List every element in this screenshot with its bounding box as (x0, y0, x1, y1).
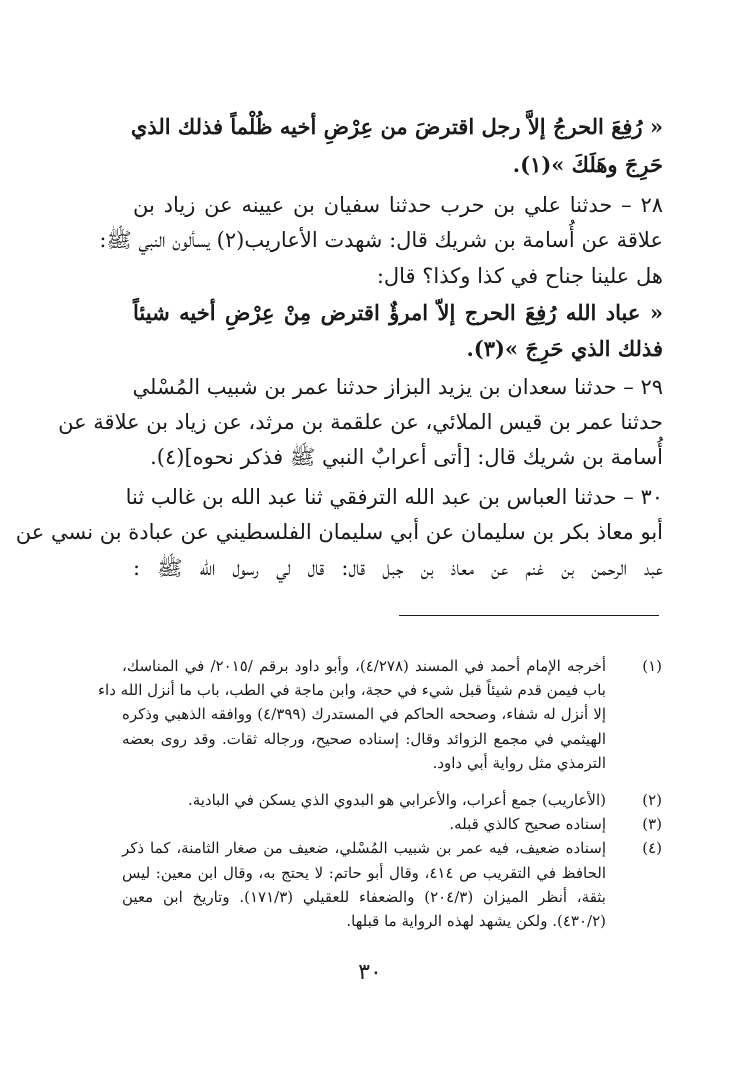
footnote-line: باب فيمن قدم شيئاً قبل شيء في حجة، وابن ماجة في الطب، باب ما أنزل الله داء (97, 681, 606, 699)
footnote-line: (٤٣٠/٢). ولكن يشهد لهذه الرواية ما قبلها. (346, 912, 606, 930)
body-line: فذلك الذي حَرِجَ »(٣). (466, 336, 663, 361)
body-line: حَرِجَ وهَلَكَ »(١). (512, 152, 663, 177)
body-line: ٢٩ – حدثنا سعدان بن يزيد البزاز حدثنا عمر بن شبيب المُسْلي (132, 375, 663, 399)
footnote-line: بثقة، أنظر الميزان (٢٠٤/٣) والضعفاء للعقيلي (١٧١/٣). وتاريخ ابن معين (122, 888, 606, 906)
body-line: هل علينا جناح في كذا وكذا؟ قال: (376, 264, 663, 288)
footnote-number: (١) (642, 657, 662, 675)
footnote-number: (٢) (642, 791, 662, 809)
footnote-line: إسناده ضعيف، فيه عمر بن شبيب المُسْلي، ضعيف من صغار الثامنة، كما ذكر (122, 839, 606, 857)
body-line: علاقة عن أُسامة بن شريك قال: شهدت الأعاريب(٢) يسألون النبي ﷺ: (99, 228, 663, 252)
body-line: ٢٨ – حدثنا علي بن حرب حدثنا سفيان بن عيينه عن زياد بن (133, 193, 663, 217)
footnote-line: إلا أنزل له شفاء، وصححه الحاكم في المستدرك (٤/٣٩٩) ووافقه الذهبي وذكره (122, 705, 606, 723)
footnote-line: إسناده صحيح كالذي قبله. (449, 815, 606, 833)
page-number: ٣٠ (358, 960, 382, 985)
footnote-line: أخرجه الإمام أحمد في المسند (٤/٢٧٨)، وأبو داود برقم /٢٠١٥/ في المناسك، (122, 657, 607, 675)
body-line: أبو معاذ بكر بن سليمان عن أبي سليمان الفلسطيني عن عبادة بن نسي عن (15, 520, 663, 544)
footnote-line: الهيثمي في مجمع الزوائد وقال: إسناده صحيح، ورجاله ثقات. وقد روى بعضه (122, 730, 606, 748)
footnote-separator (399, 615, 659, 616)
footnote-line: (الأعاريب) جمع أعراب، والأعرابي هو البدوي الذي يسكن في البادية. (187, 791, 606, 809)
footnote-number: (٣) (642, 815, 662, 833)
body-line: أُسامة بن شريك قال: [أتى أعرابٌ النبي ﷺ فذكر نحوه](٤). (150, 445, 663, 469)
footnote-line: الحافظ في التقريب ص ٤١٤، وقال أبو حاتم: لا يحتج به، وقال ابن معين: ليس (122, 864, 606, 882)
body-line: « عباد الله رُفِعَ الحرج إلاّ امرؤٌ اقترض مِنْ عِرْضِ أخيه شيئاً (133, 300, 663, 325)
footnote-number: (٤) (642, 839, 662, 857)
body-line: « رُفِعَ الحرجُ إلاَّ رجل اقترضَ من عِرْضِ أخيه ظُلْماً فذلك الذي (130, 114, 663, 139)
body-line: ٣٠ – حدثنا العباس بن عبد الله الترفقي ثنا عبد الله بن غالب ثنا (125, 485, 663, 509)
body-line: حدثنا عمر بن قيس الملائي، عن علقمة بن مرثد، عن زياد بن علاقة عن (58, 410, 663, 434)
body-line: عبد الرحمن بن غنم عن معاذ بن جبل قال: قال لي رسول الله ﷺ : (133, 556, 663, 580)
footnote-line: الترمذي مثل رواية أبي داود. (432, 754, 606, 772)
